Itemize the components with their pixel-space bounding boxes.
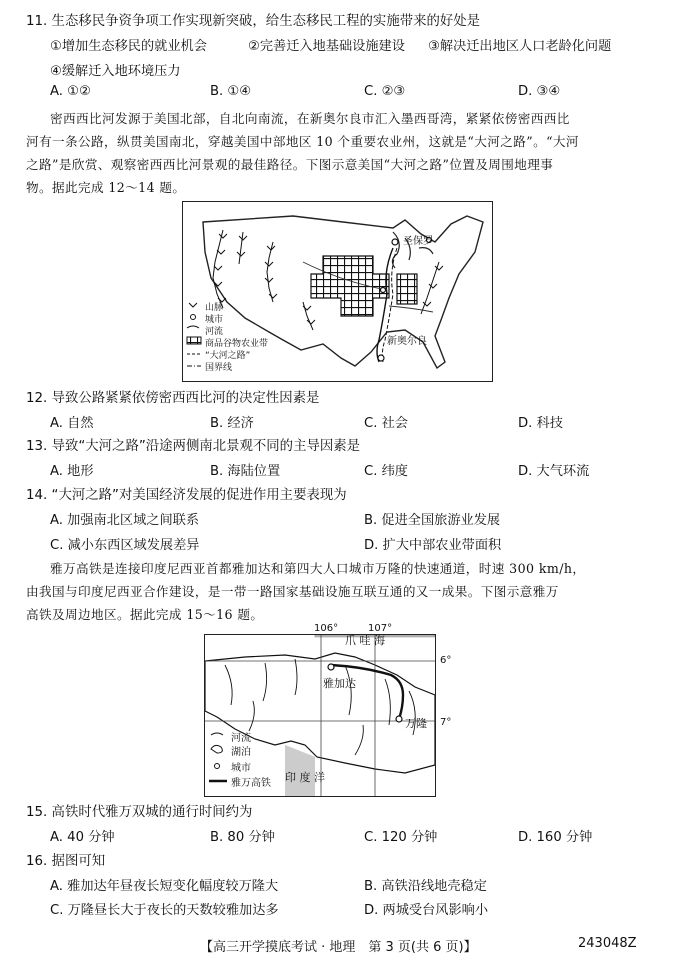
q16-option-a: A. 雅加达年昼夜长短变化幅度较万隆大 (50, 879, 279, 894)
q12-stem: 12. 导致公路紧紧依傍密西西比河的决定性因素是 (26, 391, 320, 406)
city-marker-jakarta (328, 664, 334, 670)
western-mountains (213, 230, 315, 330)
passage1-line1: 密西西比河发源于美国北部，自北向南流，在新奥尔良市汇入墨西哥湾，紧紧依傍密西西比 (50, 111, 570, 126)
q12-option-a: A. 自然 (50, 416, 94, 431)
legend-city-2: 城市 (231, 763, 251, 774)
q16-stem: 16. 据图可知 (26, 854, 106, 869)
legend-grain-belt: 商品谷物农业带 (205, 339, 269, 349)
q16-option-c: C. 万隆昼长大于夜长的天数较雅加达多 (50, 903, 279, 918)
java-sea-label: 爪 哇 海 (345, 634, 385, 647)
q15-option-c: C. 120 分钟 (364, 830, 438, 845)
q13-option-c: C. 纬度 (364, 464, 408, 479)
city-label-bandung: 万隆 (405, 717, 427, 730)
page-footer: 【高三开学摸底考试 · 地理 第 3 页(共 6 页)】 (200, 940, 477, 955)
legend-city: 城市 (205, 315, 224, 325)
city-marker-mid (381, 288, 386, 293)
q13-stem: 13. 导致“大河之路”沿途两侧南北景观不同的主导因素是 (26, 439, 361, 454)
q11-item-2: ②完善迁入地基础设施建设 (248, 39, 405, 54)
passage1-line2: 河有一条公路，纵贯美国南北，穿越美国中部地区 10 个重要农业州，这就是“大河之路”。“大河 (26, 134, 579, 149)
q14-option-a: A. 加强南北区域之间联系 (50, 513, 200, 528)
q16-option-b: B. 高铁沿线地壳稳定 (364, 879, 487, 894)
passage1-line4: 物。据此完成 12～14 题。 (26, 180, 186, 195)
passage1-line3: 之路”是欣赏、观察密西西比河景观的最佳路径。下图示意美国“大河之路”位置及周围地理事 (26, 157, 554, 172)
legend-mountain: 山脉 (205, 303, 224, 313)
city-marker-north (392, 239, 398, 245)
city-label-north: 圣保罗 (403, 236, 433, 247)
map1-legend-symbols (187, 303, 201, 366)
exam-code: 243048Z (578, 936, 637, 951)
q11-option-a: A. ①② (50, 84, 91, 99)
q15-option-d: D. 160 分钟 (518, 830, 593, 845)
indian-ocean-label: 印 度 洋 (285, 771, 325, 784)
passage2-line2: 由我国与印度尼西亚合作建设，是一带一路国家基础设施互联互通的又一成果。下图示意雅万 (26, 584, 559, 599)
legend-river-2: 河流 (231, 733, 251, 744)
city-marker-bandung (396, 716, 402, 722)
grain-belt-area (311, 256, 389, 316)
java-map (204, 634, 436, 797)
lat-label-6: 6° (440, 655, 452, 666)
q14-option-b: B. 促进全国旅游业发展 (364, 513, 501, 528)
q13-option-a: A. 地形 (50, 464, 94, 479)
q16-option-d: D. 两城受台风影响小 (364, 903, 489, 918)
q11-option-b: B. ①④ (210, 84, 252, 99)
q11-item-3: ③解决迁出地区人口老龄化问题 (428, 39, 612, 54)
q12-option-d: D. 科技 (518, 416, 563, 431)
q11-item-1: ①增加生态移民的就业机会 (50, 39, 207, 54)
legend-rail: 雅万高铁 (231, 778, 271, 789)
map2-legend-symbols (209, 733, 227, 781)
q13-option-d: D. 大气环流 (518, 464, 590, 479)
legend-river: 河流 (205, 327, 224, 337)
appalachian-mountains (421, 262, 443, 314)
legend-road: “大河之路” (205, 351, 251, 361)
q13-option-b: B. 海陆位置 (210, 464, 281, 479)
city-label-jakarta: 雅加达 (323, 677, 356, 690)
city-marker-south (378, 355, 384, 361)
lat-label-7: 7° (440, 717, 452, 728)
q11-item-4: ④缓解迁入地环境压力 (50, 64, 181, 79)
q15-stem: 15. 高铁时代雅万双城的通行时间约为 (26, 805, 253, 820)
city-label-south: 新奥尔良 (387, 336, 427, 347)
lon-label-107: 107° (368, 623, 393, 634)
q11-option-d: D. ③④ (518, 84, 561, 99)
q12-option-b: B. 经济 (210, 416, 254, 431)
grain-belt-east (397, 274, 417, 304)
q14-option-d: D. 扩大中部农业带面积 (364, 538, 502, 553)
q11-stem: 11. 生态移民争资争项工作实现新突破，给生态移民工程的实施带来的好处是 (26, 14, 481, 29)
passage2-line3: 高铁及周边地区。据此完成 15～16 题。 (26, 607, 264, 622)
usa-map (182, 201, 493, 382)
q15-option-b: B. 80 分钟 (210, 830, 275, 845)
lon-label-106: 106° (314, 623, 339, 634)
q15-option-a: A. 40 分钟 (50, 830, 115, 845)
legend-border: 国界线 (205, 363, 233, 373)
passage2-line1: 雅万高铁是连接印度尼西亚首都雅加达和第四大人口城市万隆的快速通道，时速 300 km/h， (50, 561, 586, 576)
q12-option-c: C. 社会 (364, 416, 408, 431)
legend-lake: 湖泊 (231, 747, 251, 758)
q14-option-c: C. 减小东西区域发展差异 (50, 538, 200, 553)
q14-stem: 14. “大河之路”对美国经济发展的促进作用主要表现为 (26, 488, 347, 503)
q11-option-c: C. ②③ (364, 84, 406, 99)
